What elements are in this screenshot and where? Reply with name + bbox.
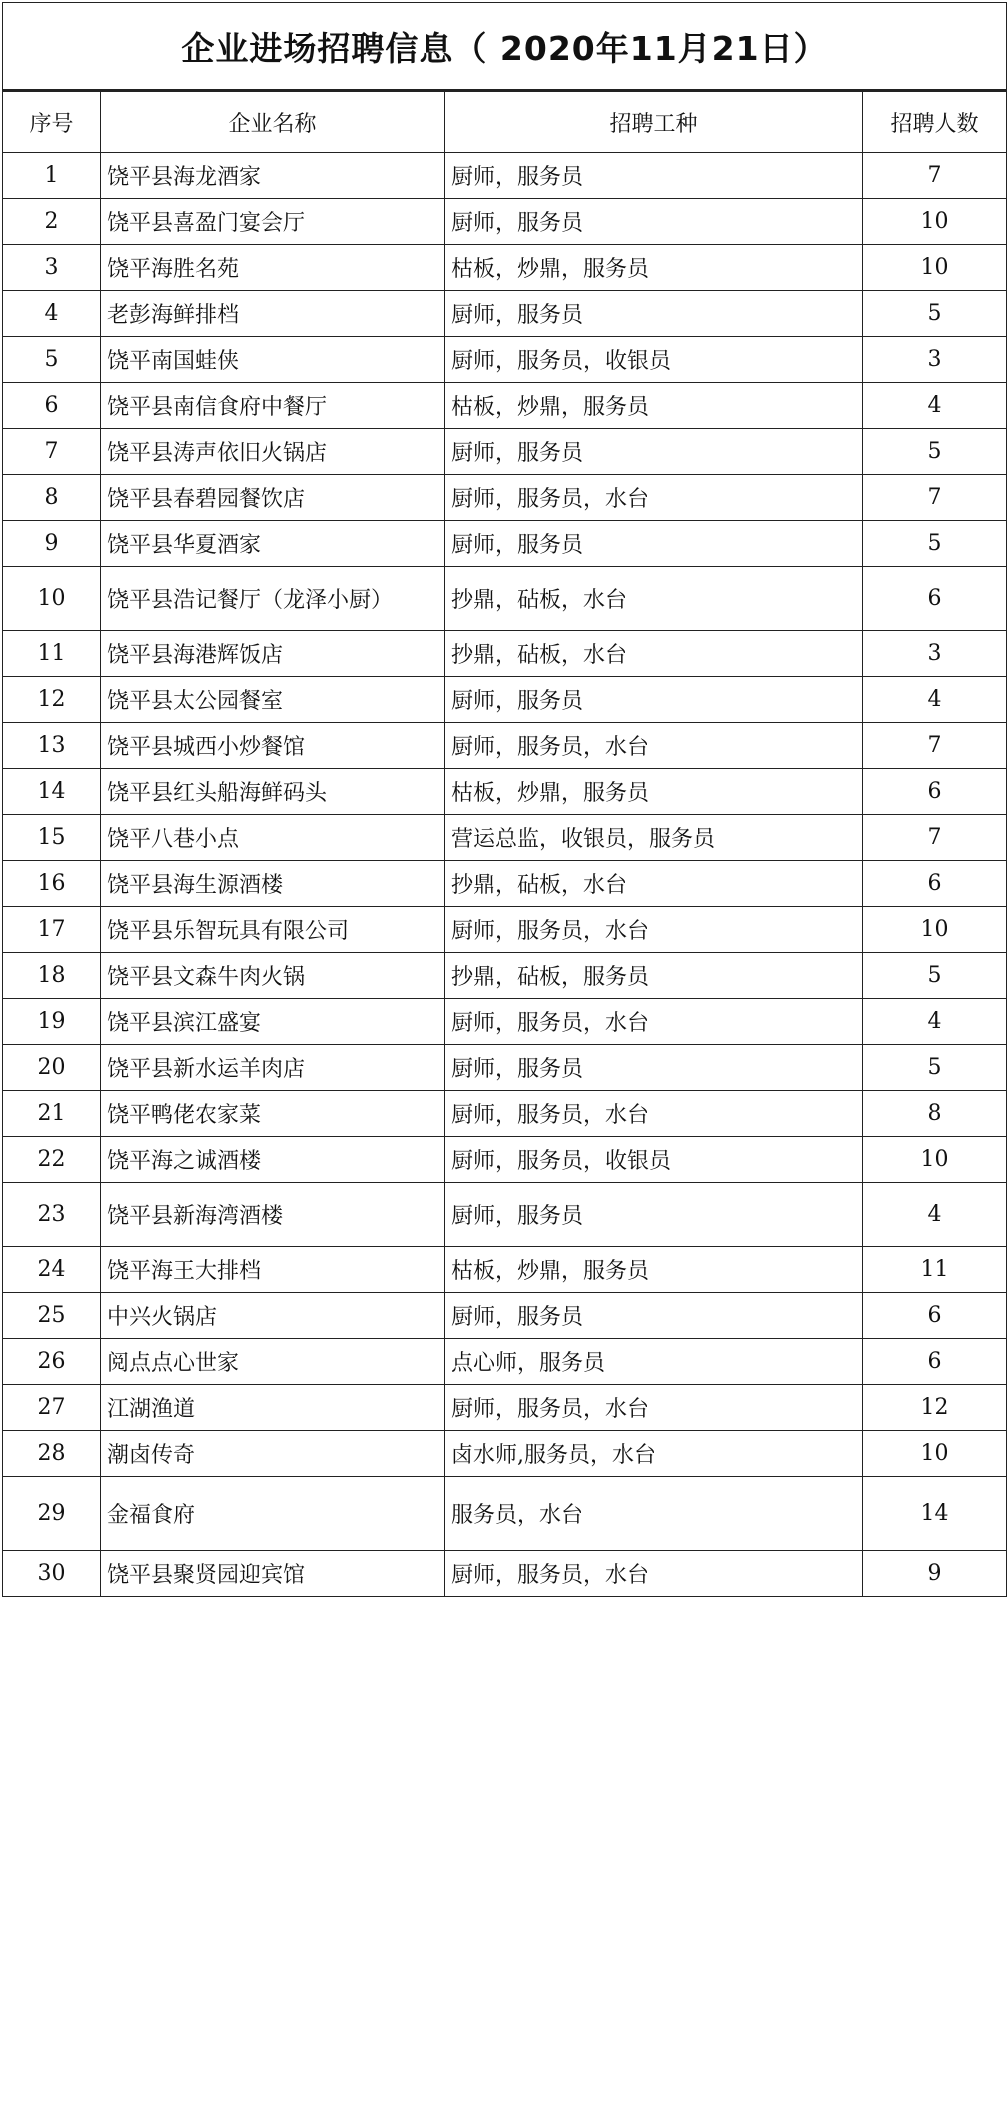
table-row [3,1091,1007,1137]
cell-count: 6 [863,567,1007,631]
cell-count: 6 [863,1339,1007,1385]
cell-jobs: 枯板，炒鼎，服务员 [445,769,863,815]
cell-jobs: 抄鼎，砧板，水台 [445,567,863,631]
cell-count: 7 [863,153,1007,199]
cell-company: 饶平海之诚酒楼 [101,1137,445,1183]
cell-company: 老彭海鲜排档 [101,291,445,337]
cell-no: 21 [3,1091,101,1137]
cell-company: 饶平县聚贤园迎宾馆 [101,1551,445,1597]
cell-company: 饶平鸭佬农家菜 [101,1091,445,1137]
header-jobs: 招聘工种 [445,91,863,153]
cell-count: 10 [863,245,1007,291]
cell-no: 26 [3,1339,101,1385]
cell-jobs: 厨师，服务员 [445,199,863,245]
cell-no: 28 [3,1431,101,1477]
cell-no: 7 [3,429,101,475]
cell-count: 6 [863,861,1007,907]
table-row [3,521,1007,567]
cell-jobs: 厨师，服务员 [445,291,863,337]
cell-jobs: 营运总监，收银员，服务员 [445,815,863,861]
cell-no: 29 [3,1477,101,1551]
cell-jobs: 厨师，服务员 [445,1293,863,1339]
recruitment-table [2,2,1007,1597]
table-row [3,383,1007,429]
cell-jobs: 厨师，服务员 [445,153,863,199]
cell-no: 2 [3,199,101,245]
cell-count: 3 [863,631,1007,677]
cell-count: 6 [863,769,1007,815]
cell-company: 饶平县浩记餐厅（龙泽小厨） [101,567,445,631]
table-body [3,153,1007,1597]
table-row [3,631,1007,677]
table-row [3,153,1007,199]
cell-count: 14 [863,1477,1007,1551]
cell-count: 6 [863,1293,1007,1339]
cell-company: 饶平县南信食府中餐厅 [101,383,445,429]
header-row [3,91,1007,153]
cell-no: 18 [3,953,101,999]
table-row [3,1385,1007,1431]
cell-jobs: 服务员，水台 [445,1477,863,1551]
header-no: 序号 [3,91,101,153]
cell-company: 饶平县乐智玩具有限公司 [101,907,445,953]
cell-no: 10 [3,567,101,631]
cell-no: 25 [3,1293,101,1339]
cell-count: 5 [863,521,1007,567]
cell-jobs: 厨师，服务员 [445,521,863,567]
header-company: 企业名称 [101,91,445,153]
title-row [3,3,1007,91]
cell-no: 4 [3,291,101,337]
cell-jobs: 抄鼎，砧板，服务员 [445,953,863,999]
cell-company: 潮卤传奇 [101,1431,445,1477]
cell-count: 3 [863,337,1007,383]
cell-count: 10 [863,1137,1007,1183]
cell-jobs: 卤水师,服务员，水台 [445,1431,863,1477]
cell-count: 11 [863,1247,1007,1293]
cell-no: 1 [3,153,101,199]
cell-no: 30 [3,1551,101,1597]
table-row [3,1293,1007,1339]
table-row [3,245,1007,291]
cell-company: 饶平县文森牛肉火锅 [101,953,445,999]
table-row [3,769,1007,815]
cell-company: 饶平县城西小炒餐馆 [101,723,445,769]
table-row [3,677,1007,723]
cell-jobs: 点心师，服务员 [445,1339,863,1385]
cell-company: 饶平南国蛙侠 [101,337,445,383]
cell-company: 饶平海王大排档 [101,1247,445,1293]
cell-no: 17 [3,907,101,953]
cell-count: 4 [863,1183,1007,1247]
cell-count: 5 [863,953,1007,999]
table-row [3,291,1007,337]
cell-company: 饶平县华夏酒家 [101,521,445,567]
table-row [3,861,1007,907]
cell-count: 9 [863,1551,1007,1597]
table-row [3,1431,1007,1477]
cell-jobs: 枯板，炒鼎，服务员 [445,245,863,291]
cell-company: 饶平县滨江盛宴 [101,999,445,1045]
table-row [3,1247,1007,1293]
cell-company: 饶平县喜盈门宴会厅 [101,199,445,245]
cell-company: 饶平县新水运羊肉店 [101,1045,445,1091]
cell-jobs: 厨师，服务员，水台 [445,1385,863,1431]
table-row [3,815,1007,861]
cell-no: 27 [3,1385,101,1431]
cell-count: 5 [863,1045,1007,1091]
cell-company: 阅点点心世家 [101,1339,445,1385]
cell-no: 24 [3,1247,101,1293]
table-row [3,475,1007,521]
table-row [3,429,1007,475]
cell-count: 12 [863,1385,1007,1431]
cell-jobs: 厨师，服务员，水台 [445,1551,863,1597]
cell-jobs: 厨师，服务员，水台 [445,907,863,953]
cell-company: 饶平县海港辉饭店 [101,631,445,677]
cell-company: 饶平县海龙酒家 [101,153,445,199]
cell-jobs: 厨师，服务员 [445,1183,863,1247]
cell-no: 19 [3,999,101,1045]
cell-company: 金福食府 [101,1477,445,1551]
cell-company: 饶平县红头船海鲜码头 [101,769,445,815]
cell-no: 15 [3,815,101,861]
table-row [3,723,1007,769]
cell-count: 7 [863,475,1007,521]
cell-company: 饶平八巷小点 [101,815,445,861]
table-row [3,953,1007,999]
table-row [3,1045,1007,1091]
cell-company: 饶平县春碧园餐饮店 [101,475,445,521]
table-row [3,1137,1007,1183]
cell-count: 10 [863,199,1007,245]
cell-company: 饶平海胜名苑 [101,245,445,291]
cell-no: 11 [3,631,101,677]
cell-no: 5 [3,337,101,383]
cell-count: 5 [863,429,1007,475]
cell-count: 10 [863,1431,1007,1477]
table-row [3,199,1007,245]
cell-no: 23 [3,1183,101,1247]
table-row [3,567,1007,631]
cell-jobs: 枯板，炒鼎，服务员 [445,1247,863,1293]
cell-jobs: 厨师，服务员 [445,429,863,475]
cell-jobs: 枯板，炒鼎，服务员 [445,383,863,429]
page-title: 企业进场招聘信息（ 2020年11月21日） [3,3,1007,91]
cell-count: 7 [863,815,1007,861]
cell-jobs: 厨师，服务员，收银员 [445,337,863,383]
table-row [3,1551,1007,1597]
cell-no: 9 [3,521,101,567]
table-row [3,1339,1007,1385]
cell-jobs: 厨师，服务员，收银员 [445,1137,863,1183]
cell-jobs: 厨师，服务员，水台 [445,475,863,521]
table-row [3,1477,1007,1551]
cell-no: 20 [3,1045,101,1091]
table-row [3,907,1007,953]
table-row [3,1183,1007,1247]
cell-jobs: 厨师，服务员 [445,677,863,723]
header-count: 招聘人数 [863,91,1007,153]
cell-count: 5 [863,291,1007,337]
cell-no: 14 [3,769,101,815]
cell-count: 7 [863,723,1007,769]
cell-count: 4 [863,999,1007,1045]
cell-company: 饶平县太公园餐室 [101,677,445,723]
cell-jobs: 厨师，服务员，水台 [445,723,863,769]
cell-count: 4 [863,383,1007,429]
cell-jobs: 厨师，服务员，水台 [445,999,863,1045]
cell-jobs: 抄鼎，砧板，水台 [445,861,863,907]
cell-no: 6 [3,383,101,429]
cell-jobs: 厨师，服务员，水台 [445,1091,863,1137]
cell-count: 10 [863,907,1007,953]
cell-no: 3 [3,245,101,291]
cell-no: 12 [3,677,101,723]
cell-company: 中兴火锅店 [101,1293,445,1339]
table-row [3,999,1007,1045]
cell-no: 22 [3,1137,101,1183]
table-row [3,337,1007,383]
cell-count: 8 [863,1091,1007,1137]
cell-company: 江湖渔道 [101,1385,445,1431]
cell-company: 饶平县新海湾酒楼 [101,1183,445,1247]
cell-company: 饶平县海生源酒楼 [101,861,445,907]
cell-no: 8 [3,475,101,521]
cell-jobs: 厨师，服务员 [445,1045,863,1091]
cell-no: 13 [3,723,101,769]
cell-count: 4 [863,677,1007,723]
cell-jobs: 抄鼎，砧板，水台 [445,631,863,677]
cell-no: 16 [3,861,101,907]
cell-company: 饶平县涛声依旧火锅店 [101,429,445,475]
